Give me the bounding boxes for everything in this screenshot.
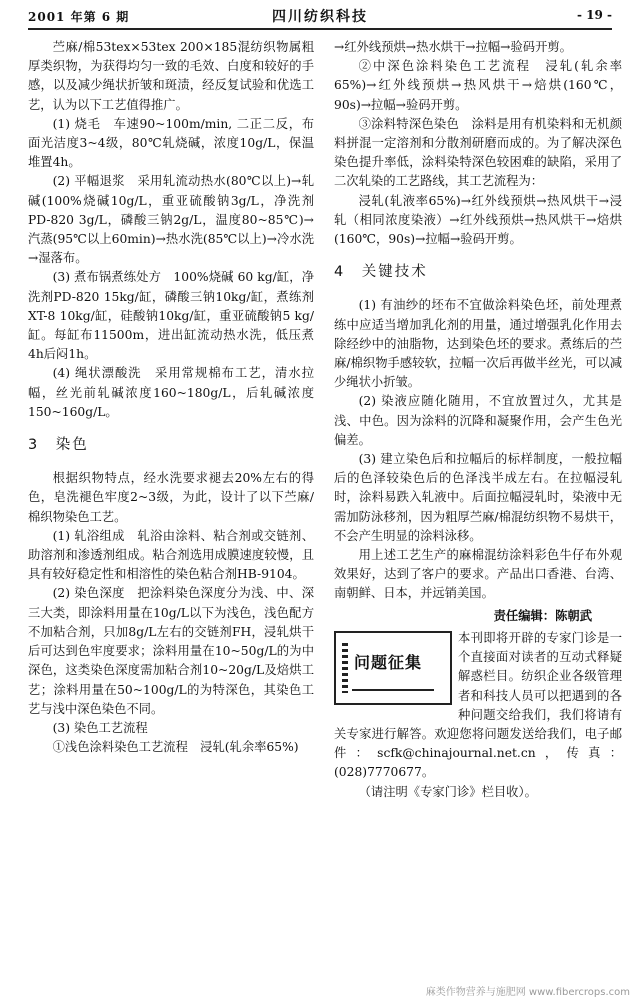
- issue-label: 2001 年第 6 期: [28, 10, 130, 24]
- page-number: - 19 -: [576, 8, 612, 22]
- notice-box-title: 问题征集: [354, 652, 423, 672]
- paragraph: ③涂料特深色染色 涂料是用有机染料和无机颜料拼混一定溶剂和分散剂研磨而成的。为了解决深色染色提升率低，涂料染特深色较困难的缺陷，采用了二次轧染的工艺路线，其工艺流程为：: [334, 116, 622, 189]
- box-underline: [352, 689, 434, 691]
- paragraph: (1) 轧浴组成 轧浴由涂料、粘合剂或交链剂、助溶剂和渗透剂组成。粘合剂选用成膜速度较慢，且具有较好稳定性和相溶性的染色粘合剂HB-9104。: [28, 528, 314, 582]
- notice-block: [334, 629, 622, 802]
- paragraph: 苎麻/棉53tex×53tex 200×185混纺织物属粗厚类织物，为获得均匀一致的毛效、白度和较好的手感，以及减少绳状折皱和斑渍，经反复试验和优选工艺，认为以下工艺值得推广。: [28, 40, 314, 112]
- section-heading: 4 关键技术: [334, 264, 428, 281]
- section-heading: 3 染色: [28, 437, 89, 454]
- left-column: [28, 38, 314, 757]
- paragraph: ①浅色涂料染色工艺流程 浸轧(轧余率65%): [52, 740, 299, 755]
- paragraph: 用上述工艺生产的麻棉混纺涂料彩色牛仔布外观效果好，达到了客户的要求。产品出口香港、台湾、南朝鲜、日本，并远销美国。: [334, 548, 622, 601]
- page-header: [28, 4, 612, 30]
- right-column: [334, 38, 622, 802]
- editor-credit: 责任编辑：陈朝武: [493, 607, 592, 623]
- notice-text: 本刊即将开辟的专家门诊是一个直接面对读者的互动式释疑解惑栏目。纺织企业各级管理者和科技人员可以把遇到的各种问题交给我们，我们将请有关专家进行解答。欢迎您将问题发送给我们，电子邮件：scfk@chinajournal.net.cn，传真：(028)7770677。: [334, 630, 622, 780]
- paragraph: (1) 烧毛 车速90~100m/min, 二正二反，布面光洁度3~4级，80℃轧烧碱，浓度10g/L，保温堆置4h。: [28, 116, 314, 170]
- paragraph: (3) 建立染色后和拉幅后的标样制度，一般拉幅后的色泽较染色后的色泽浅半成左右。在拉幅浸轧时，涂料易跌入轧液中。后面拉幅浸轧时，染液中无需加防泳移剂，因为粗厚苎麻/棉混纺织物不易烘干，不会产生明显的涂料泳移。: [334, 452, 622, 543]
- paragraph: (2) 染色深度 把涂料染色深度分为浅、中、深三大类，即涂料用量在10g/L以下为浅色，浅色配方不加粘合剂，只加8g/L左右的交链剂FH，浸轧烘干后可达到色牢度要求；涂料用量在10~50g/L的为中深色，这类染色深度需加粘合剂10~20g/L及焙烘工艺；涂料用量在50~100g/L的为特深色，其染色工艺与浅中深色染色不同。: [28, 586, 314, 716]
- paragraph: ②中深色涂料染色工艺流程 浸轧(轧余率65%)→红外线预烘→热风烘干→焙烘(160℃，90s)→拉幅→验码开剪。: [334, 59, 622, 112]
- paragraph: 浸轧(轧液率65%)→红外线预烘→热风烘干→浸轧（相同浓度染液）→红外线预烘→热风烘干→焙烘(160℃，90s)→拉幅→验码开剪。: [334, 193, 622, 247]
- paragraph: 根据织物特点，经水洗要求褪去20%左右的得色，皂洗褪色牢度2~3级，为此，设计了以下苎麻/棉织物染色工艺。: [28, 471, 314, 524]
- paragraph: (1) 有油纱的坯布不宜做涂料染色坯，前处理煮练中应适当增加乳化剂的用量，通过增强乳化作用去除经纱中的油脂物，达到染色坯的要求。煮练后的苎麻/棉织物手感较软，拉幅一次后再做半丝光，可以减少绳状小折皱。: [334, 298, 622, 390]
- paragraph: (3) 煮布锅煮练处方 100%烧碱 60 kg/缸，净洗剂PD-820 15kg/缸，磷酸三钠10kg/缸，煮练剂XT-8 10kg/缸，硅酸钠10kg/缸，重亚硫酸钠5 kg/缸。每缸布11500m，进出缸流动热水洗，低压煮4h后闷1h。: [28, 270, 314, 362]
- notice-note: （请注明《专家门诊》栏目收）。: [358, 784, 537, 799]
- paragraph: (3) 染色工艺流程: [52, 720, 148, 735]
- paragraph: (2) 染液应随化随用，不宜放置过久，尤其是浅、中色。因为涂料的沉降和凝聚作用，会产生色光偏差。: [334, 394, 622, 447]
- notice-box: [334, 631, 452, 705]
- journal-title: 四川纺织科技: [272, 9, 368, 25]
- watermark: 麻类作物营养与施肥网 www.fibercrops.com: [425, 987, 630, 998]
- dotted-border-decoration: [342, 643, 348, 693]
- paragraph: (2) 平幅退浆 采用轧流动热水(80℃以上)→轧碱(100%烧碱10g/L，重亚硫酸钠3g/L，净洗剂PD-820 3g/L，磷酸三钠2g/L，温度80~85℃)→汽蒸(95℃以上60min)→热水洗(85℃以上)→冷水洗→湿落布。: [28, 174, 314, 266]
- paragraph: (4) 绳状漂酸洗 采用常规棉布工艺，清水拉幅，丝光前轧碱浓度160~180g/L，后轧碱浓度150~160g/L。: [28, 366, 314, 419]
- paragraph: →红外线预烘→热水烘干→拉幅→验码开剪。: [334, 40, 572, 54]
